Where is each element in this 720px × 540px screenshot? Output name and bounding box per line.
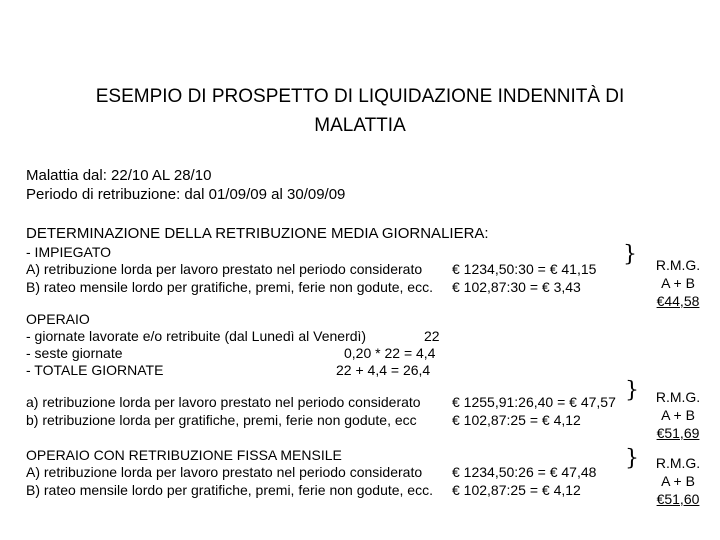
operaio-fisso-label: OPERAIO CON RETRIBUZIONE FISSA MENSILE	[26, 447, 342, 463]
operaio-fisso-calc-a: € 1234,50:26 = € 47,48	[452, 464, 597, 480]
impiegato-calc-a: € 1234,50:30 = € 41,15	[452, 261, 597, 277]
operaio-calc-b: € 102,87:25 = € 4,12	[452, 412, 581, 428]
operaio-fisso-line-b: B) rateo mensile lordo per gratifiche, premi, ferie non godute, ecc.	[26, 482, 433, 498]
operaio-fisso-total: €51,60	[656, 491, 700, 507]
operaio-brace: }	[625, 378, 639, 403]
page-title	[0, 82, 720, 140]
operaio-fisso-rmg: R.M.G.	[655, 455, 701, 471]
impiegato-ab: A + B	[661, 275, 695, 291]
operaio-seste-value: 0,20 * 22 = 4,4	[344, 345, 436, 361]
operaio-line-b: b) retribuzione lorda per gratifiche, premi, ferie non godute, ecc	[26, 412, 417, 428]
impiegato-rmg: R.M.G.	[655, 257, 701, 273]
operaio-fisso-brace: }	[625, 446, 639, 471]
impiegato-brace: }	[623, 242, 637, 267]
malattia-dates: Malattia dal: 22/10 AL 28/10	[26, 167, 212, 184]
periodo-retribuzione: Periodo di retribuzione: dal 01/09/09 al 30/09/09	[26, 186, 346, 203]
impiegato-line-b: B) rateo mensile lordo per gratifiche, premi, ferie non godute, ecc.	[26, 279, 433, 295]
operaio-seste-label: - seste giornate	[26, 345, 123, 361]
operaio-rmg: R.M.G.	[655, 389, 701, 405]
title-line-2: MALATTIA	[314, 115, 406, 136]
operaio-giornate-label: - giornate lavorate e/o retribuite (dal Lunedì al Venerdì)	[26, 328, 367, 344]
title-line-1: ESEMPIO DI PROSPETTO DI LIQUIDAZIONE INDENNITÀ DI	[95, 86, 625, 107]
operaio-ab: A + B	[661, 407, 695, 423]
section-heading: DETERMINAZIONE DELLA RETRIBUZIONE MEDIA GIORNALIERA:	[26, 225, 489, 242]
operaio-fisso-calc-b: € 102,87:25 = € 4,12	[452, 482, 581, 498]
operaio-totale-label: - TOTALE GIORNATE	[26, 362, 164, 378]
impiegato-line-a: A) retribuzione lorda per lavoro prestato nel periodo considerato	[26, 261, 423, 277]
operaio-giornate-value: 22	[424, 328, 440, 344]
impiegato-total: €44,58	[656, 293, 700, 309]
operaio-calc-a: € 1255,91:26,40 = € 47,57	[452, 394, 616, 410]
operaio-fisso-line-a: A) retribuzione lorda per lavoro prestato nel periodo considerato	[26, 464, 423, 480]
operaio-total: €51,69	[656, 425, 700, 441]
operaio-fisso-ab: A + B	[661, 473, 695, 489]
impiegato-label: - IMPIEGATO	[26, 244, 112, 260]
impiegato-calc-b: € 102,87:30 = € 3,43	[452, 279, 581, 295]
operaio-line-a: a) retribuzione lorda per lavoro prestato nel periodo considerato	[26, 394, 421, 410]
operaio-totale-value: 22 + 4,4 = 26,4	[336, 362, 431, 378]
operaio-label: OPERAIO	[26, 311, 90, 327]
